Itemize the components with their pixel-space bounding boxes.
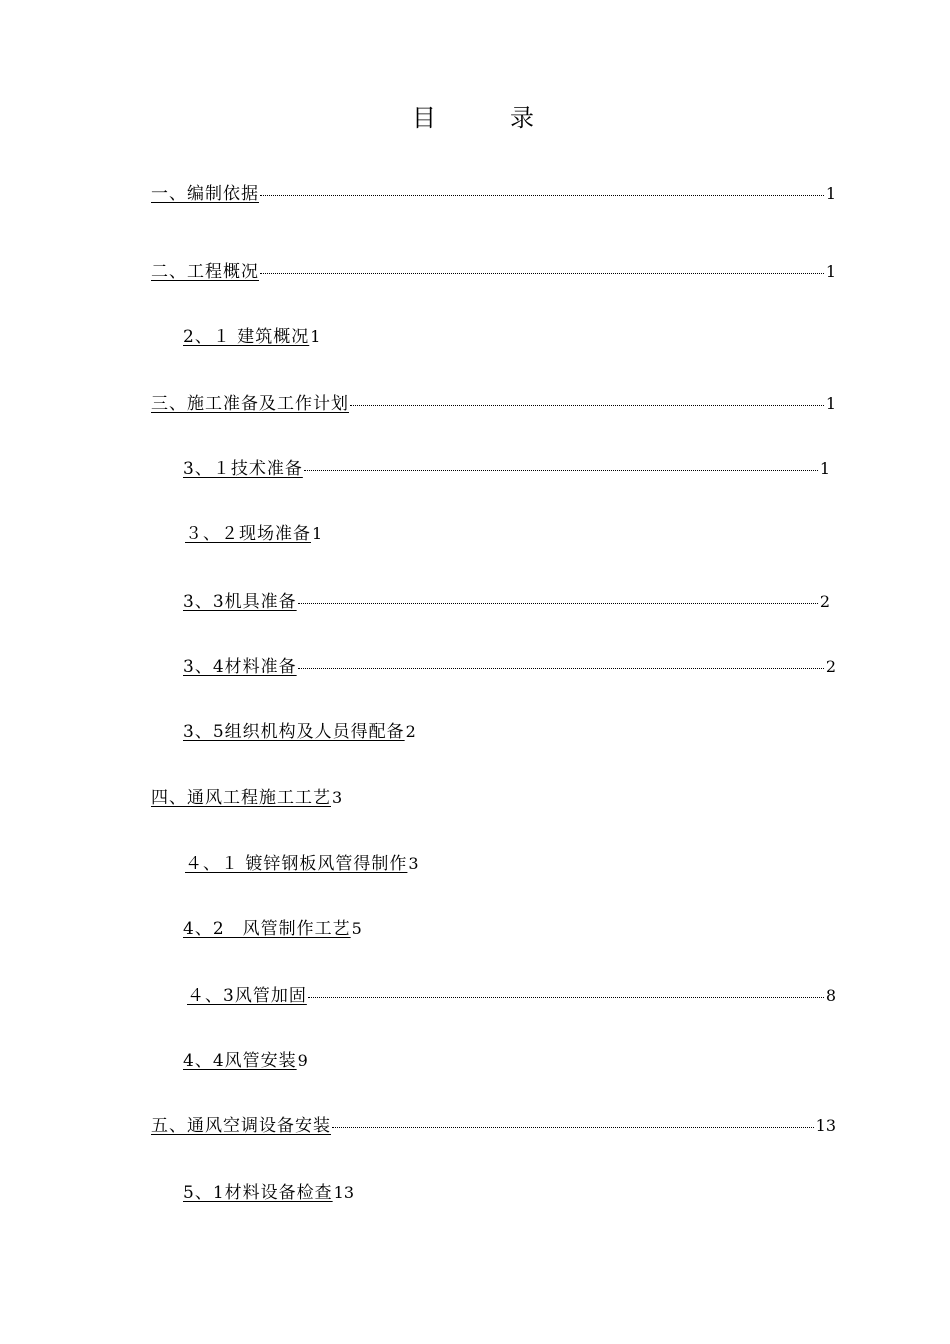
toc-entry-label[interactable]: 三、施工准备及工作计划 xyxy=(151,394,349,414)
toc-entry-page-number: 1 xyxy=(825,262,836,281)
toc-entry-label[interactable]: 五、通风空调设备安装 xyxy=(151,1116,331,1136)
toc-dot-leader xyxy=(304,458,818,471)
toc-title-char-2: 录 xyxy=(510,104,538,132)
toc-entry-label[interactable]: 3、5组织机构及人员得配备 xyxy=(183,722,405,742)
toc-entry-label[interactable]: 2、１ 建筑概况 xyxy=(183,327,310,347)
toc-entry[interactable] xyxy=(183,1182,354,1204)
toc-dot-leader xyxy=(332,1115,814,1128)
toc-dot-leader xyxy=(308,985,824,998)
toc-entry[interactable] xyxy=(151,183,836,205)
toc-entry[interactable] xyxy=(183,1050,308,1072)
toc-entry-page-number: 3 xyxy=(332,788,343,807)
toc-dot-leader xyxy=(298,591,818,604)
toc-dot-leader xyxy=(350,393,824,406)
toc-entry-page-number: 13 xyxy=(333,1183,354,1202)
toc-entry-page-number: 9 xyxy=(297,1051,308,1070)
toc-entry-label[interactable]: 3、4材料准备 xyxy=(183,657,297,677)
toc-entry[interactable] xyxy=(187,985,836,1007)
toc-entry[interactable] xyxy=(183,591,830,613)
toc-entry-label[interactable]: 3、１技术准备 xyxy=(183,459,303,479)
toc-entry[interactable] xyxy=(183,458,830,480)
toc-entry-page-number: 1 xyxy=(312,524,323,543)
toc-entry[interactable] xyxy=(151,261,836,283)
toc-dot-leader xyxy=(260,183,824,196)
toc-entry-page-number: 5 xyxy=(351,919,362,938)
toc-entry-label[interactable]: 一、编制依据 xyxy=(151,184,259,204)
toc-entry-label[interactable]: 4、4风管安装 xyxy=(183,1051,297,1071)
toc-entry-page-number: 1 xyxy=(825,184,836,203)
toc-entry-label[interactable]: ４、１ 镀锌钢板风管得制作 xyxy=(185,854,408,874)
toc-entry-label[interactable]: 5、1材料设备检查 xyxy=(183,1183,333,1203)
toc-entry[interactable] xyxy=(183,918,362,940)
toc-entry[interactable] xyxy=(183,656,836,678)
toc-entry[interactable] xyxy=(151,787,342,809)
toc-entry[interactable] xyxy=(185,523,322,545)
toc-dot-leader xyxy=(298,656,824,669)
toc-entry-label[interactable]: 3、3机具准备 xyxy=(183,592,297,612)
toc-entry-label[interactable]: 四、通风工程施工工艺 xyxy=(151,788,331,808)
toc-entry-page-number: 2 xyxy=(825,657,836,676)
toc-entry-page-number: 13 xyxy=(815,1116,836,1135)
toc-entry-page-number: 1 xyxy=(310,327,321,346)
toc-title-char-1: 目 xyxy=(412,104,440,132)
toc-entry-page-number: 1 xyxy=(825,394,836,413)
toc-title xyxy=(0,98,950,133)
toc-entry-page-number: 1 xyxy=(819,459,830,478)
toc-entry[interactable] xyxy=(183,326,320,348)
toc-entry[interactable] xyxy=(151,1115,836,1137)
toc-entry-label[interactable]: 4、2 风管制作工艺 xyxy=(183,919,351,939)
toc-entry[interactable] xyxy=(183,721,416,743)
toc-entry-label[interactable]: 二、工程概况 xyxy=(151,262,259,282)
toc-entry-page-number: 2 xyxy=(405,722,416,741)
toc-dot-leader xyxy=(260,261,824,274)
toc-entry[interactable] xyxy=(185,853,419,875)
toc-entry[interactable] xyxy=(151,393,836,415)
toc-entry-page-number: 2 xyxy=(819,592,830,611)
toc-entry-page-number: 3 xyxy=(408,854,419,873)
toc-entry-page-number: 8 xyxy=(825,986,836,1005)
toc-entry-label[interactable]: ４、3风管加固 xyxy=(187,986,307,1006)
toc-entry-label[interactable]: ３、２现场准备 xyxy=(185,524,311,544)
